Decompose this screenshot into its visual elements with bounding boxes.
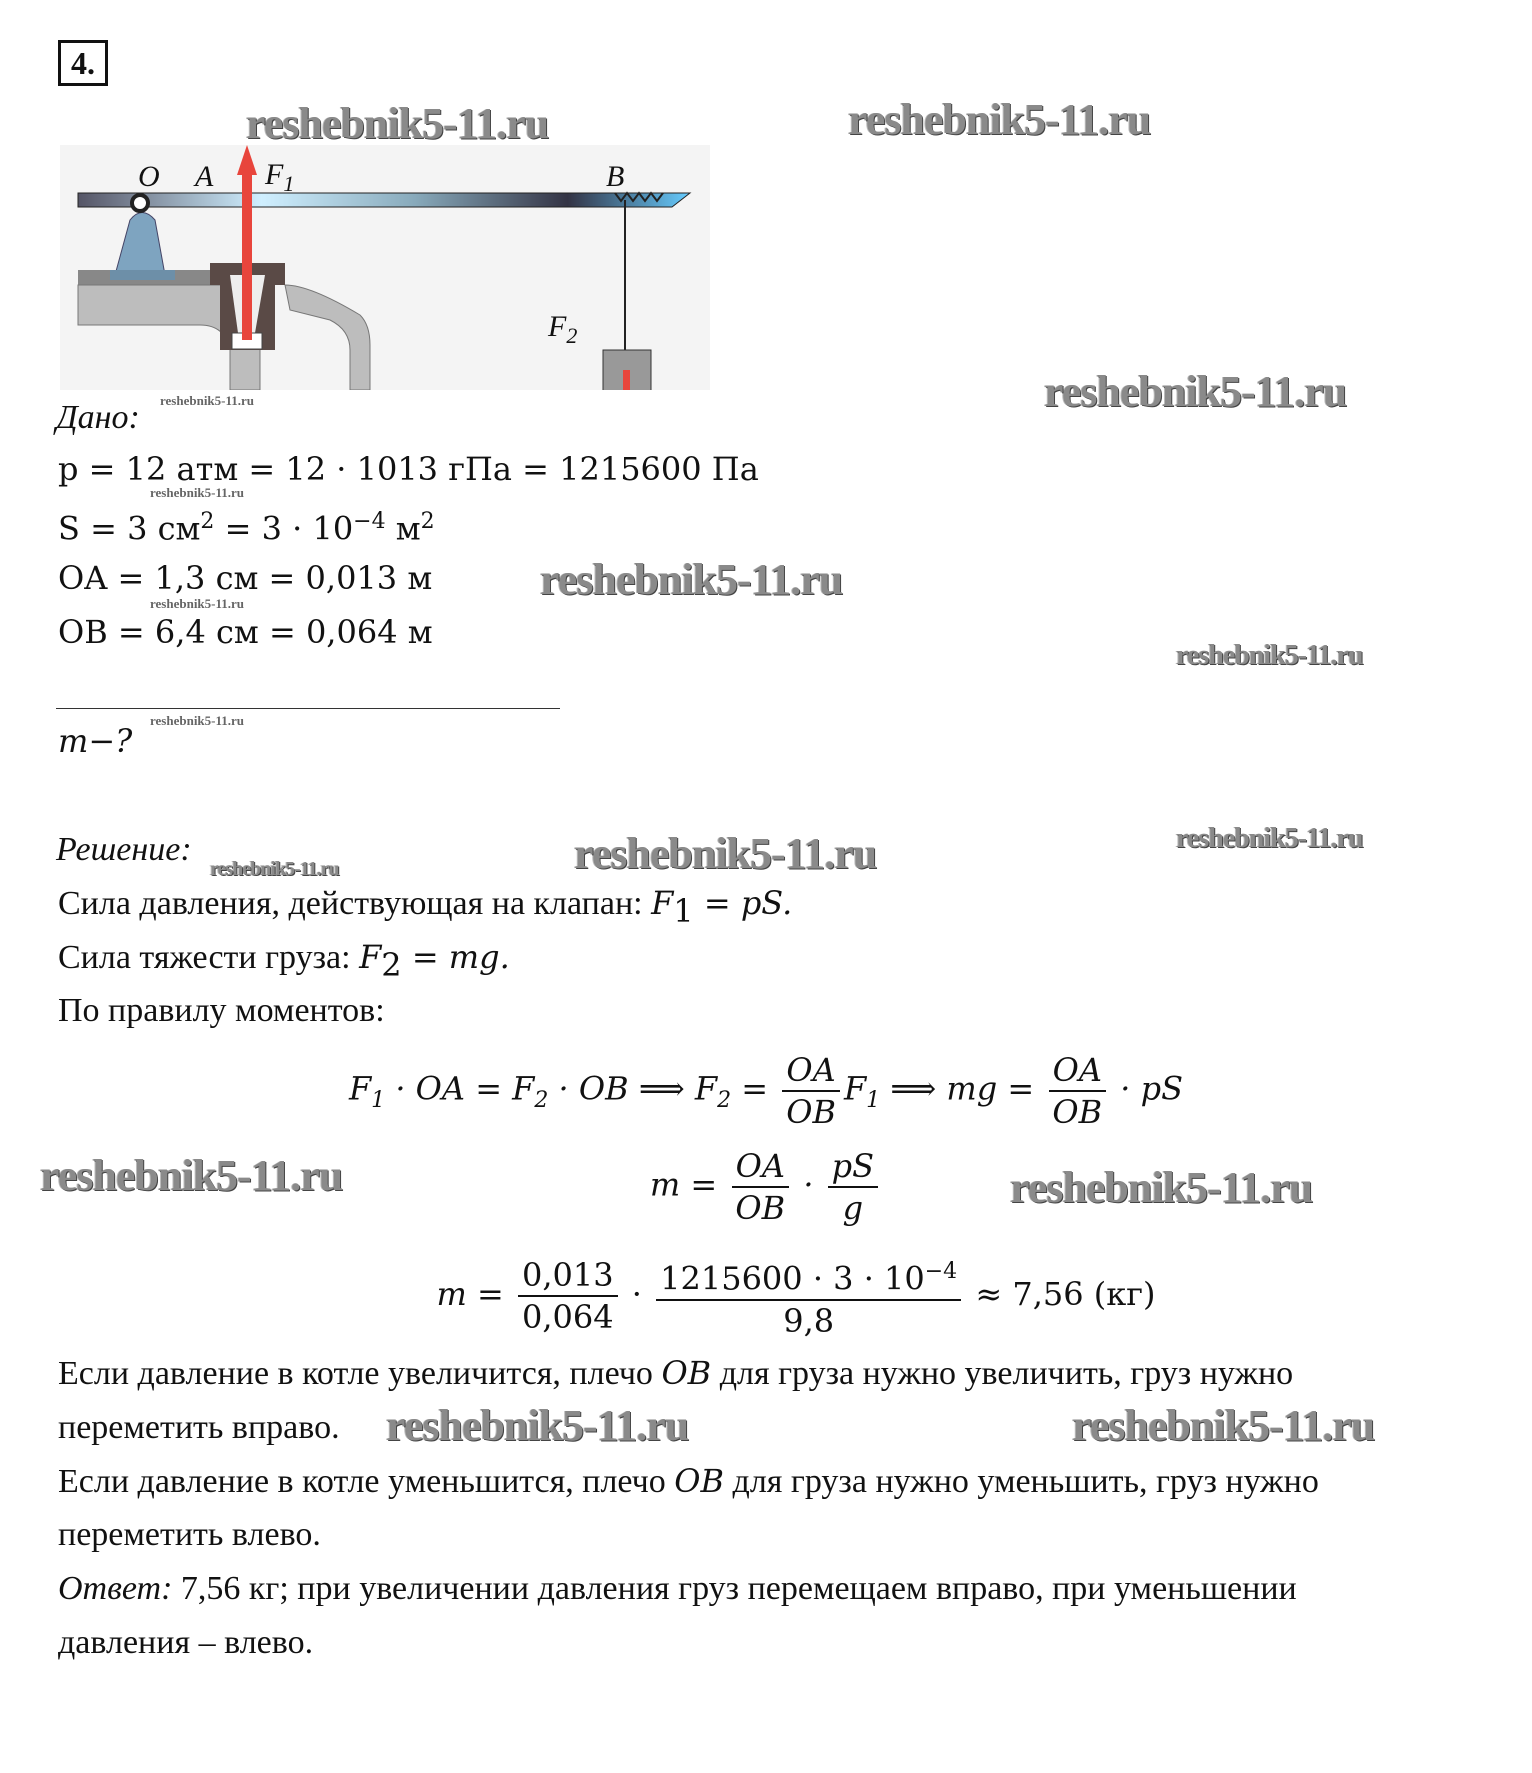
watermark: reshebnik5-11.ru xyxy=(848,95,1151,144)
watermark: reshebnik5-11.ru xyxy=(574,829,877,878)
eq1-s2: 2 xyxy=(534,1087,549,1113)
watermark: reshebnik5-11.ru xyxy=(150,713,245,728)
line2-rhs: = mg. xyxy=(401,938,510,976)
eq1-part2: · OB ⟹ F xyxy=(548,1069,718,1108)
fraction-oa-ob-3 xyxy=(731,1146,789,1228)
f2-letter: F xyxy=(548,310,567,343)
eq1-f1: F xyxy=(348,1069,372,1108)
given-p: p = 12 атм = 12 · 1013 гПа = 1215600 Па xyxy=(58,450,759,488)
watermark: reshebnik5-11.ru xyxy=(1176,823,1363,854)
find-m: m−? xyxy=(58,722,133,760)
p2-ob: OB xyxy=(674,1462,725,1500)
line1-f: F xyxy=(651,884,674,922)
eq2-dot: · xyxy=(793,1165,824,1204)
paragraph-decrease-1 xyxy=(58,1462,1319,1502)
f1-sub: 1 xyxy=(283,171,295,196)
den: g xyxy=(842,1189,864,1227)
eq1-f1b: F xyxy=(843,1069,867,1108)
watermark: reshebnik5-11.ru xyxy=(1072,1401,1375,1450)
den: 0,064 xyxy=(522,1298,614,1337)
eq3-lhs: m = xyxy=(436,1274,514,1313)
watermark: reshebnik5-11.ru xyxy=(386,1401,689,1450)
num xyxy=(656,1252,961,1301)
eq1-s3: 2 xyxy=(717,1087,732,1113)
den: 9,8 xyxy=(783,1301,835,1340)
watermark: reshebnik5-11.ru xyxy=(160,393,255,408)
num-base: 1215600 · 3 · 10 xyxy=(660,1259,925,1298)
equation-m-numeric xyxy=(0,1252,1532,1341)
equation-moments xyxy=(0,1050,1532,1132)
s-c: м xyxy=(385,509,421,548)
eq3-result: ≈ 7,56 (кг) xyxy=(965,1274,1156,1313)
paragraph-decrease-2: переметить влево. xyxy=(58,1516,321,1553)
num-exp: −4 xyxy=(924,1259,958,1284)
solution-line-1 xyxy=(58,884,792,930)
s-sq2: 2 xyxy=(420,509,435,534)
watermark: reshebnik5-11.ru xyxy=(210,858,339,880)
num: OA xyxy=(1049,1050,1106,1092)
num: 0,013 xyxy=(518,1255,618,1297)
label-F1 xyxy=(265,158,294,197)
label-B: B xyxy=(606,160,625,193)
label-F2 xyxy=(548,310,577,349)
paragraph-increase-1 xyxy=(58,1354,1293,1394)
solution-line-2 xyxy=(58,938,510,984)
p2a: Если давление в котле уменьшится, плечо xyxy=(58,1463,675,1500)
fraction-oa-ob-2 xyxy=(1048,1050,1106,1132)
answer-line-2: давления – влево. xyxy=(58,1624,314,1661)
eq1-part1: · OA = F xyxy=(385,1069,535,1108)
given-oa: OA = 1,3 см = 0,013 м xyxy=(58,559,433,597)
fraction-ps-g-num xyxy=(656,1252,961,1341)
watermark: reshebnik5-11.ru xyxy=(1044,367,1347,416)
eq1-tail: · pS xyxy=(1110,1069,1184,1108)
s-sq1: 2 xyxy=(200,509,215,534)
given-ob: OB = 6,4 см = 0,064 м xyxy=(58,613,433,651)
p2b: для груза нужно уменьшить, груз нужно xyxy=(724,1463,1319,1500)
watermark: reshebnik5-11.ru xyxy=(150,485,245,500)
line1-rhs: = pS. xyxy=(693,884,793,922)
given-heading: Дано: xyxy=(56,399,140,436)
s-b: = 3 · 10 xyxy=(214,509,354,548)
watermark: reshebnik5-11.ru xyxy=(540,555,843,604)
paragraph-increase-2: переметить вправо. xyxy=(58,1409,340,1446)
problem-number: 4. xyxy=(58,40,108,86)
num: OA xyxy=(782,1050,839,1092)
fraction-ps-g xyxy=(828,1146,878,1228)
f1-letter: F xyxy=(265,158,284,191)
line1-sub: 1 xyxy=(673,891,694,930)
eq1-eq: = xyxy=(731,1069,779,1108)
den: OB xyxy=(1052,1093,1103,1131)
answer-line-1 xyxy=(58,1569,1297,1609)
given-s xyxy=(58,503,435,548)
p1a: Если давление в котле увеличится, плечо xyxy=(58,1355,662,1392)
p1-ob: OB xyxy=(661,1354,712,1392)
eq2-lhs: m = xyxy=(649,1165,728,1204)
answer-text: 7,56 кг; при увеличении давления груз перемещаем вправо, при уменьшении xyxy=(172,1570,1297,1607)
line2-f: F xyxy=(359,938,382,976)
watermark: reshebnik5-11.ru xyxy=(150,596,245,611)
den: OB xyxy=(735,1189,786,1227)
line2-text: Сила тяжести груза: xyxy=(58,939,360,976)
eq1-s1: 1 xyxy=(371,1087,386,1113)
watermark: reshebnik5-11.ru xyxy=(246,99,549,148)
label-O: O xyxy=(138,160,160,193)
den: OB xyxy=(786,1093,836,1131)
watermark: reshebnik5-11.ru xyxy=(1176,640,1363,671)
eq1-part3: ⟹ mg = xyxy=(880,1069,1045,1108)
given-divider xyxy=(56,708,560,709)
solution-heading: Решение: xyxy=(56,831,192,868)
eq1-s4: 1 xyxy=(866,1087,881,1113)
watermark: reshebnik5-11.ru xyxy=(40,1151,343,1200)
watermark: reshebnik5-11.ru xyxy=(1010,1163,1313,1212)
line1-text: Сила давления, действующая на клапан: xyxy=(58,885,652,922)
num: OA xyxy=(732,1146,789,1188)
f2-sub: 2 xyxy=(566,323,578,348)
label-A: A xyxy=(195,160,214,193)
solution-line-3: По правилу моментов: xyxy=(58,992,385,1029)
answer-label: Ответ: xyxy=(58,1570,173,1607)
num: pS xyxy=(828,1146,878,1188)
eq3-dot: · xyxy=(621,1274,653,1313)
fraction-oa-ob xyxy=(782,1050,840,1132)
p1b: для груза нужно увеличить, груз нужно xyxy=(711,1355,1294,1392)
s-a: S = 3 см xyxy=(58,509,201,548)
s-exp: −4 xyxy=(353,509,386,534)
line2-sub: 2 xyxy=(381,945,402,984)
fraction-oa-ob-num xyxy=(518,1255,618,1337)
